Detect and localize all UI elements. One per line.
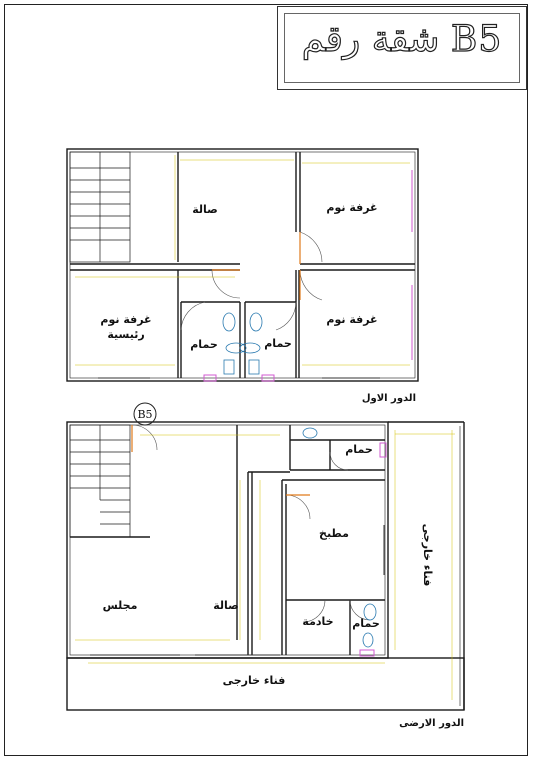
room-label-bath-ground-2: حمام	[352, 617, 380, 630]
room-label-kitchen: مطبخ	[319, 527, 349, 540]
ground-floor-stairs	[70, 425, 130, 537]
room-label-bedroom-1: غرفة نوم	[326, 201, 378, 214]
apartment-tag: B5	[137, 408, 153, 421]
ground-floor-inner-outline	[70, 425, 385, 655]
room-label-master-bedroom: غرفة نوم	[100, 313, 152, 326]
first-floor-plan	[67, 149, 418, 381]
room-label-maid: خادمة	[302, 615, 334, 628]
room-label-majlis: مجلس	[102, 599, 138, 612]
apartment-title: شقة رقم B5	[301, 19, 503, 60]
room-label-bath-ground-1: حمام	[345, 443, 373, 456]
ground-floor-windows	[90, 443, 386, 656]
room-label-master-bedroom-sub: رئيسية	[107, 328, 145, 341]
first-floor-fixtures	[223, 313, 262, 374]
ground-floor-doors	[132, 425, 370, 622]
first-floor-outline	[67, 149, 418, 381]
first-floor-doors	[181, 232, 322, 330]
room-label-bath-1: حمام	[190, 338, 218, 351]
first-floor-stairs	[70, 152, 130, 262]
room-label-hall-ground: صالة	[213, 599, 239, 612]
ground-floor-house-outline	[67, 422, 388, 658]
room-label-bedroom-2: غرفة نوم	[326, 313, 378, 326]
room-label-hall-first: صالة	[192, 203, 218, 216]
ground-floor-plan	[67, 403, 464, 710]
room-label-bath-2: حمام	[264, 337, 292, 350]
ground-floor-dimensions	[75, 430, 455, 700]
ground-floor-caption: الدور الارضى	[399, 718, 464, 729]
first-floor-caption: الدور الاول	[361, 393, 416, 404]
yard-label-bottom: فناء خارجى	[222, 674, 286, 687]
yard-label-side: فناء خارجى	[421, 523, 434, 587]
